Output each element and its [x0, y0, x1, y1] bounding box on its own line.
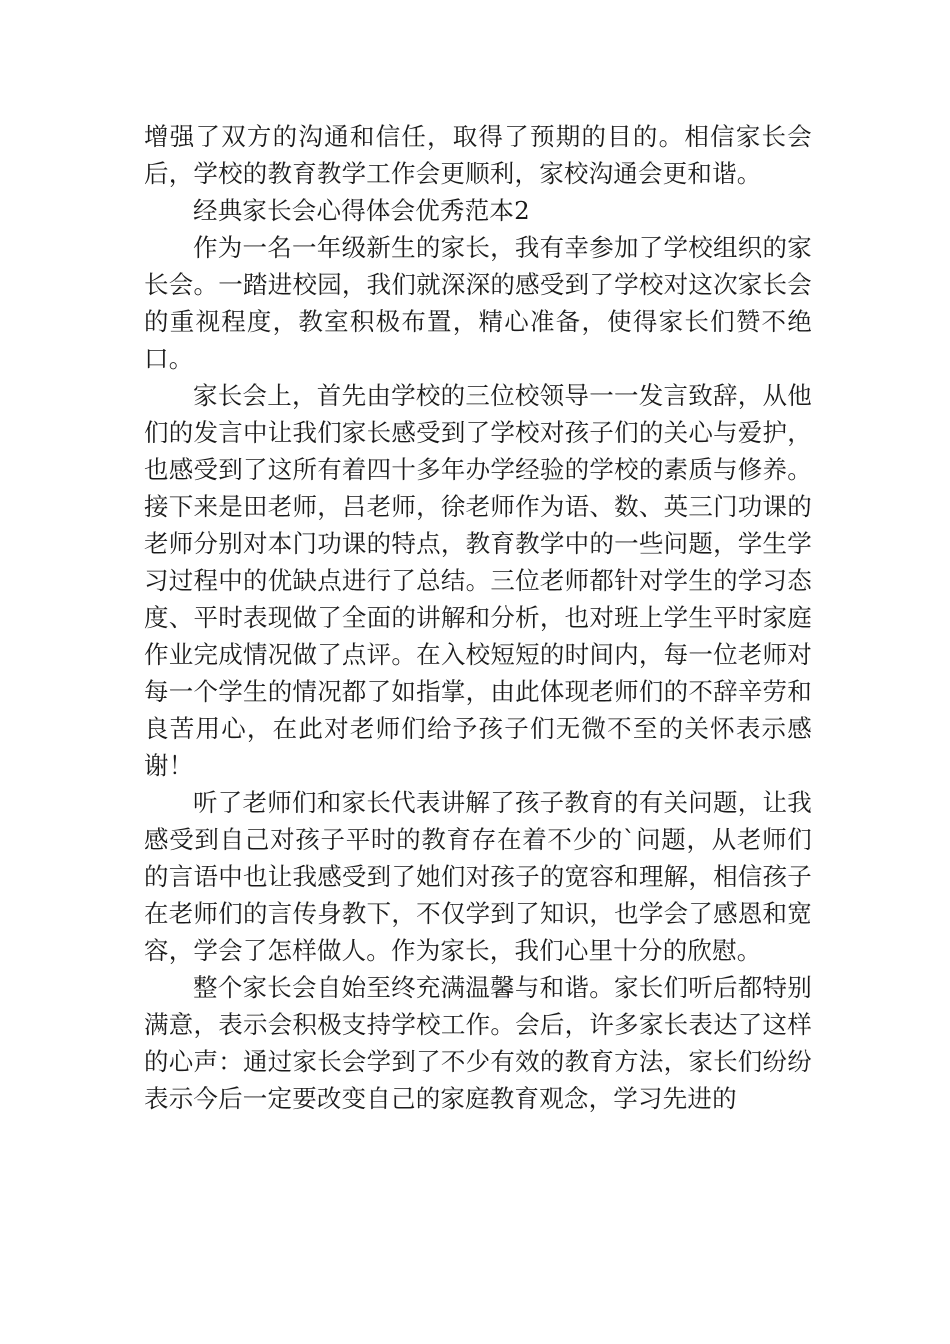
section-title: 经典家长会心得体会优秀范本2 — [193, 196, 530, 225]
document-page — [144, 118, 812, 1117]
body-paragraph-2: 家长会上，首先由学校的三位校领导一一发言致辞，从他们的发言中让我们家长感受到了学校对孩子们的关心与爱护，也感受到了这所有着四十多年办学经验的学校的素质与修养。接下来是田老师，吕老师，徐老师作为语、数、英三门功课的老师分别对本门功课的特点，教育教学中的一些问题，学生学习过程中的优缺点进行了总结。三位老师都针对学生的学习态度、平时表现做了全面的讲解和分析，也对班上学生平时家庭作业完成情况做了点评。在入校短短的时间内，每一位老师对每一个学生的情况都了如指掌，由此体现老师们的不辞辛劳和良苦用心，在此对老师们给予孩子们无微不至的关怀表示感谢！ — [144, 381, 812, 780]
body-paragraph-3: 听了老师们和家长代表讲解了孩子教育的有关问题，让我感受到自己对孩子平时的教育存在着不少的`问题，从老师们的言语中也让我感受到了她们对孩子的宽容和理解，相信孩子在老师们的言传身教下，不仅学到了知识，也学会了感恩和宽容，学会了怎样做人。作为家长，我们心里十分的欣慰。 — [144, 788, 812, 965]
body-paragraph-4: 整个家长会自始至终充满温馨与和谐。家长们听后都特别满意，表示会积极支持学校工作。会后，许多家长表达了这样的心声：通过家长会学到了不少有效的教育方法，家长们纷纷表示今后一定要改变自己的家庭教育观念，学习先进的 — [144, 973, 812, 1113]
intro-continuation-paragraph: 增强了双方的沟通和信任，取得了预期的目的。相信家长会后，学校的教育教学工作会更顺利，家校沟通会更和谐。 — [144, 122, 812, 188]
body-paragraph-1: 作为一名一年级新生的家长，我有幸参加了学校组织的家长会。一踏进校园，我们就深深的感受到了学校对这次家长会的重视程度，教室积极布置，精心准备，使得家长们赞不绝口。 — [144, 233, 812, 373]
